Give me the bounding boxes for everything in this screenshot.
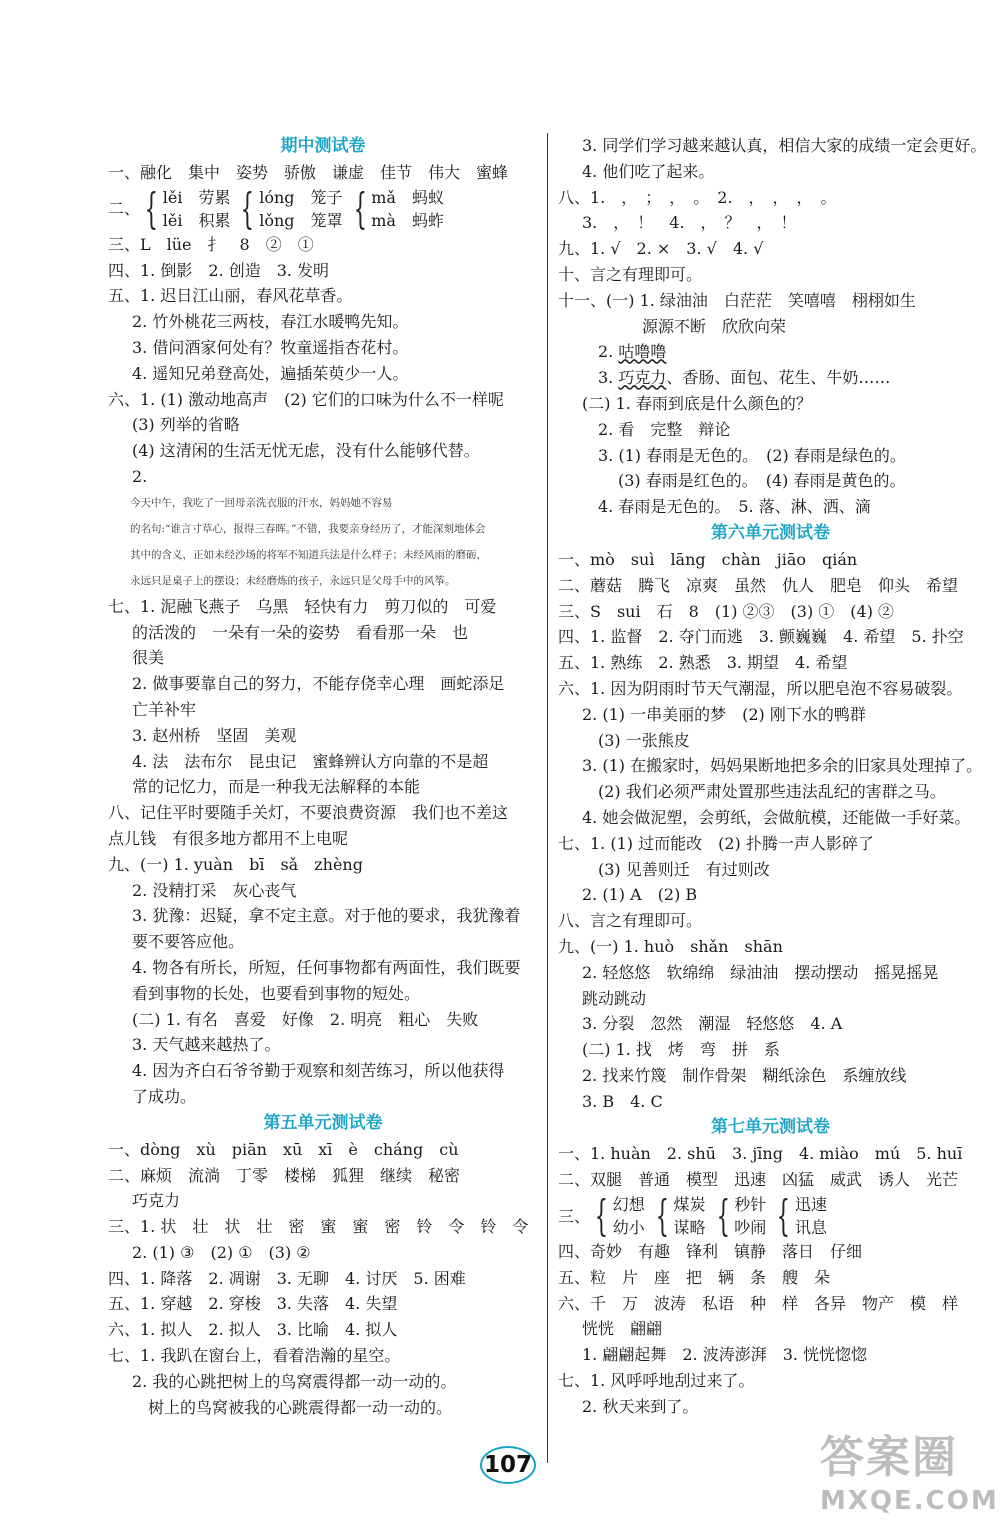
answer-text: 、香肠、面包、花生、牛奶……: [666, 368, 891, 388]
answer-line-brace-group: [108, 183, 538, 233]
section-heading-unit5: 第五单元测试卷: [263, 1112, 383, 1133]
brace-item: lěi 积累: [162, 210, 231, 230]
answer-line: 三、S sui 石 8 (1) ②③ (3) ① (4) ②: [558, 601, 895, 621]
watermark-logo: [820, 1430, 999, 1530]
brace-icon: {: [716, 1191, 730, 1241]
right-column: [558, 133, 987, 1420]
answer-line: 3. 天气越来越热了。: [132, 1035, 281, 1055]
answer-line-brace-group: [558, 1193, 983, 1239]
answer-line: 九、(一) 1. yuàn bī sǎ zhèng: [108, 854, 363, 874]
answer-line: 3. 赵州桥 坚固 美观: [132, 725, 297, 745]
answer-prefix: 3.: [598, 368, 619, 388]
brace-item: 幼小: [612, 1218, 645, 1238]
page-number: 107: [480, 1446, 536, 1484]
brace-prefix: 三、: [558, 1206, 591, 1226]
answer-line: 五、1. 熟练 2. 熟悉 3. 期望 4. 希望: [558, 653, 848, 673]
brace-pair: [163, 186, 231, 232]
answer-line: 2. (1) 一串美丽的梦 (2) 刚下水的鸭群: [582, 704, 866, 724]
answer-line: 亡羊补牢: [132, 699, 197, 719]
answer-line: (2) 我们必须严肃处置那些违法乱纪的害群之马。: [598, 782, 946, 802]
answer-line: 3. 犹豫：迟疑，拿不定主意。对于他的要求，我犹豫着: [132, 906, 521, 926]
answer-line: 源源不断 欣欣向荣: [642, 316, 787, 336]
brace-item: lǒng 笼罩: [259, 210, 343, 230]
answer-line: [558, 365, 983, 391]
answer-line: 了成功。: [132, 1086, 197, 1106]
answer-line: 4. 她会做泥塑，会剪纸，会做航模，还能做一手好菜。: [582, 807, 971, 827]
answer-line: 2. 我的心跳把树上的鸟窝震得都一动一动的。: [132, 1371, 457, 1391]
brace-item: 煤炭: [673, 1195, 706, 1215]
corrected-passage-line: 今天中午，我吃了一回母亲洗衣服的汗水，妈妈她不容易: [130, 496, 393, 509]
brace-icon: {: [594, 1191, 609, 1241]
answer-prefix: 2.: [598, 342, 619, 362]
brace-item: mǎ 蚂蚁: [371, 187, 444, 207]
answer-line: 2. 轻悠悠 软绵绵 绿油油 摆动摆动 摇晃摇晃: [582, 962, 939, 982]
answer-line: [558, 339, 983, 365]
answer-line: 七、1. 风呼呼地刮过来了。: [558, 1371, 755, 1391]
answer-line: 3. ， ！ 4. ， ？ ， ！: [582, 213, 797, 233]
answer-line: 五、1. 迟日江山丽，春风花草香。: [108, 286, 353, 306]
answer-line: (3) 一张熊皮: [598, 730, 690, 750]
answer-line: 2. (1) ③ (2) ① (3) ②: [132, 1242, 311, 1262]
answer-line: 2. 找来竹篾 制作骨架 糊纸涂色 系缠放线: [582, 1065, 907, 1085]
brace-prefix: 二、: [108, 199, 141, 219]
answer-line: 一、融化 集中 姿势 骄傲 谦虚 佳节 伟大 蜜蜂: [108, 163, 509, 182]
answer-line: 常的记忆力，而是一种我无法解释的本能: [132, 777, 421, 797]
answer-line: (3) 见善则迁 有过则改: [598, 859, 770, 879]
brace-item: 讯息: [795, 1218, 828, 1238]
answer-line: 2. 秋天来到了。: [582, 1396, 699, 1416]
brace-item: lóng 笼子: [259, 187, 343, 207]
brace-item: 迅速: [795, 1195, 828, 1215]
answer-line: 七、1. (1) 过而能改 (2) 扑腾一声人影碎了: [558, 833, 874, 853]
brace-pair: [613, 1193, 645, 1239]
answer-line: 2. 看 完整 辩论: [598, 419, 731, 439]
answer-line: 二、蘑菇 腾飞 凉爽 虽然 仇人 肥皂 仰头 希望: [558, 575, 959, 595]
answer-line: 4. 他们吃了起来。: [582, 161, 715, 181]
answer-line: 3. 分裂 忽然 潮湿 轻悠悠 4. A: [582, 1014, 843, 1034]
answer-line: 3. (1) 春雨是无色的。 (2) 春雨是绿色的。: [598, 445, 906, 465]
answer-line: 一、1. huàn 2. shū 3. jīng 4. miào mú 5. huī: [558, 1144, 963, 1164]
answer-line: (二) 1. 春雨到底是什么颜色的？: [582, 393, 812, 413]
column-divider: [547, 133, 548, 1463]
watermark-logo-text: 答案圈: [820, 1432, 958, 1483]
brace-icon: {: [144, 183, 159, 233]
answer-line: 2. 没精打采 灰心丧气: [132, 880, 297, 900]
answer-line: 树上的鸟窝被我的心跳震得都一动一动的。: [148, 1397, 453, 1417]
brace-icon: {: [241, 183, 255, 233]
watermark-url: MXQE.COM: [820, 1486, 999, 1516]
answer-line: 4. 法 法布尔 昆虫记 蜜蜂辨认方向靠的不是超: [132, 751, 489, 771]
answer-line: 三、1. 状 壮 状 壮 密 蜜 蜜 密 铃 令 铃 令: [108, 1217, 529, 1237]
answer-line: 六、1. (1) 激动地高声 (2) 它们的口味为什么不一样呢: [108, 389, 504, 409]
brace-pair: [795, 1193, 827, 1239]
answer-line: 4. 物各有所长，所短，任何事物都有两面性，我们既要: [132, 957, 521, 977]
left-column: [108, 133, 538, 1420]
answer-line: 恍恍 翩翩: [582, 1319, 663, 1339]
answer-line: 八、记住平时要随手关灯，不要浪费资源 我们也不差这: [108, 803, 509, 823]
section-heading-unit7: 第七单元测试卷: [711, 1117, 830, 1138]
brace-icon: {: [776, 1191, 791, 1241]
answer-line: 一、dòng xù piān xū xī è cháng cù: [108, 1139, 459, 1159]
answer-line: 二、双腿 普通 模型 迅速 凶猛 威武 诱人 光芒: [558, 1170, 959, 1190]
answer-line: 跳动跳动: [582, 988, 647, 1008]
answer-line: 九、1. √ 2. × 3. √ 4. √: [558, 239, 764, 259]
answer-line: 九、(一) 1. huò shǎn shān: [558, 936, 783, 956]
answer-line: 一、mò suì lāng chàn jiāo qián: [558, 549, 858, 569]
corrected-passage-line: 永远只是桌子上的摆设；未经磨炼的孩子，永远只是父母手中的风筝。: [130, 574, 456, 587]
answer-line: 2. 做事要靠自己的努力，不能存侥幸心理 画蛇添足: [132, 674, 505, 694]
answer-line: 八、言之有理即可。: [558, 911, 703, 931]
answer-line: 4. 遥知兄弟登高处，遍插茱萸少一人。: [132, 363, 409, 383]
brace-pair: [259, 186, 342, 232]
answer-line: 3. 同学们学习越来越认真，相信大家的成绩一定会更好。: [582, 136, 987, 155]
answer-line: 的活泼的 一朵有一朵的姿势 看看那一朵 也: [132, 622, 469, 642]
answer-line: 二、麻烦 流淌 丁零 楼梯 狐狸 继续 秘密: [108, 1165, 461, 1185]
answer-line: 巧克力: [132, 1191, 181, 1211]
answer-line: 3. 借问酒家何处有？牧童遥指杏花村。: [132, 337, 409, 357]
answer-line: 六、1. 因为阴雨时节天气潮湿，所以肥皂泡不容易破裂。: [558, 678, 963, 698]
brace-item: 秒针: [734, 1195, 767, 1215]
answer-line: 要不要答应他。: [132, 932, 245, 952]
answer-line: 八、1. ， ； ， 。 2. ， ， ， 。: [558, 187, 837, 207]
answer-line: (3) 春雨是红色的。 (4) 春雨是黄色的。: [618, 471, 906, 491]
answer-line: 五、1. 穿越 2. 穿梭 3. 失落 4. 失望: [108, 1294, 398, 1314]
brace-item: lěi 劳累: [162, 187, 231, 207]
answer-line: 2. (1) A (2) B: [582, 885, 698, 905]
brace-item: mà 蚂蚱: [371, 210, 444, 230]
answer-line: 五、粒 片 座 把 辆 条 艘 朵: [558, 1267, 831, 1287]
brace-item: 吵闹: [734, 1218, 767, 1238]
section-heading-unit6: 第六单元测试卷: [711, 522, 830, 543]
brace-pair: [734, 1193, 766, 1239]
answer-line: 4. 因为齐白石爷爷勤于观察和刻苦练习，所以他获得: [132, 1061, 505, 1081]
answer-line: 3. B 4. C: [582, 1091, 663, 1111]
answer-line: 十一、(一) 1. 绿油油 白茫茫 笑嘻嘻 栩栩如生: [558, 290, 916, 310]
wavy-underlined-word: 巧克力: [618, 368, 667, 388]
answer-line: 3. (1) 在搬家时，妈妈果断地把多余的旧家具处理掉了。: [582, 756, 983, 776]
answer-line: 1. 翩翩起舞 2. 波涛澎湃 3. 恍恍惚惚: [582, 1345, 868, 1365]
answer-line: 四、1. 倒影 2. 创造 3. 发明: [108, 260, 330, 280]
brace-pair: [371, 186, 444, 232]
answer-line: 六、1. 拟人 2. 拟人 3. 比喻 4. 拟人: [108, 1320, 398, 1340]
answer-line: 十、言之有理即可。: [558, 264, 703, 284]
answer-line: 2.: [132, 466, 148, 486]
answer-line: 4. 春雨是无色的。 5. 落、淋、洒、滴: [598, 497, 871, 517]
answer-line: 2. 竹外桃花三两枝，春江水暖鸭先知。: [132, 312, 409, 332]
answer-line: 四、奇妙 有趣 锋利 镇静 落日 仔细: [558, 1242, 863, 1262]
answer-line: 三、L lüe 扌 8 ② ①: [108, 234, 314, 254]
section-heading-midterm: 期中测试卷: [280, 136, 366, 156]
wavy-underlined-word: 咕噜噜: [618, 342, 667, 362]
brace-icon: {: [655, 1191, 669, 1241]
brace-item: 幻想: [612, 1195, 645, 1215]
answer-line: 七、1. 我趴在窗台上，看着浩瀚的星空。: [108, 1346, 401, 1366]
answer-line: 四、1. 降落 2. 凋谢 3. 无聊 4. 讨厌 5. 困难: [108, 1268, 466, 1288]
answer-line: 看到事物的长处，也要看到事物的短处。: [132, 983, 421, 1003]
answer-line: 四、1. 监督 2. 夺门而逃 3. 颤巍巍 4. 希望 5. 扑空: [558, 627, 964, 647]
answer-line: 六、千 万 波涛 私语 种 样 各异 物产 模 样: [558, 1293, 959, 1313]
corrected-passage-line: 的名句:“谁言寸草心，报得三春晖。”不错，我要亲身经历了，才能深刻地体会: [130, 522, 486, 535]
answer-line: (二) 1. 找 烤 弯 拼 系: [582, 1040, 780, 1060]
answer-line: 七、1. 泥融飞燕子 乌黑 轻快有力 剪刀似的 可爱: [108, 596, 497, 616]
answer-line: (4) 这清闲的生活无忧无虑，没有什么能够代替。: [132, 441, 480, 461]
answer-line: (二) 1. 有名 喜爱 好像 2. 明亮 粗心 失败: [132, 1009, 479, 1029]
answer-line: 点儿钱 有很多地方都用不上电呢: [108, 828, 349, 848]
brace-item: 谋略: [673, 1218, 706, 1238]
brace-icon: {: [353, 183, 367, 233]
answer-line: 很美: [132, 648, 165, 668]
brace-pair: [674, 1193, 706, 1239]
corrected-passage-line: 其中的含义，正如未经沙场的将军不知道兵法是什么样子；未经风雨的磨砺，: [130, 548, 487, 561]
answer-line: (3) 列举的省略: [132, 415, 240, 435]
